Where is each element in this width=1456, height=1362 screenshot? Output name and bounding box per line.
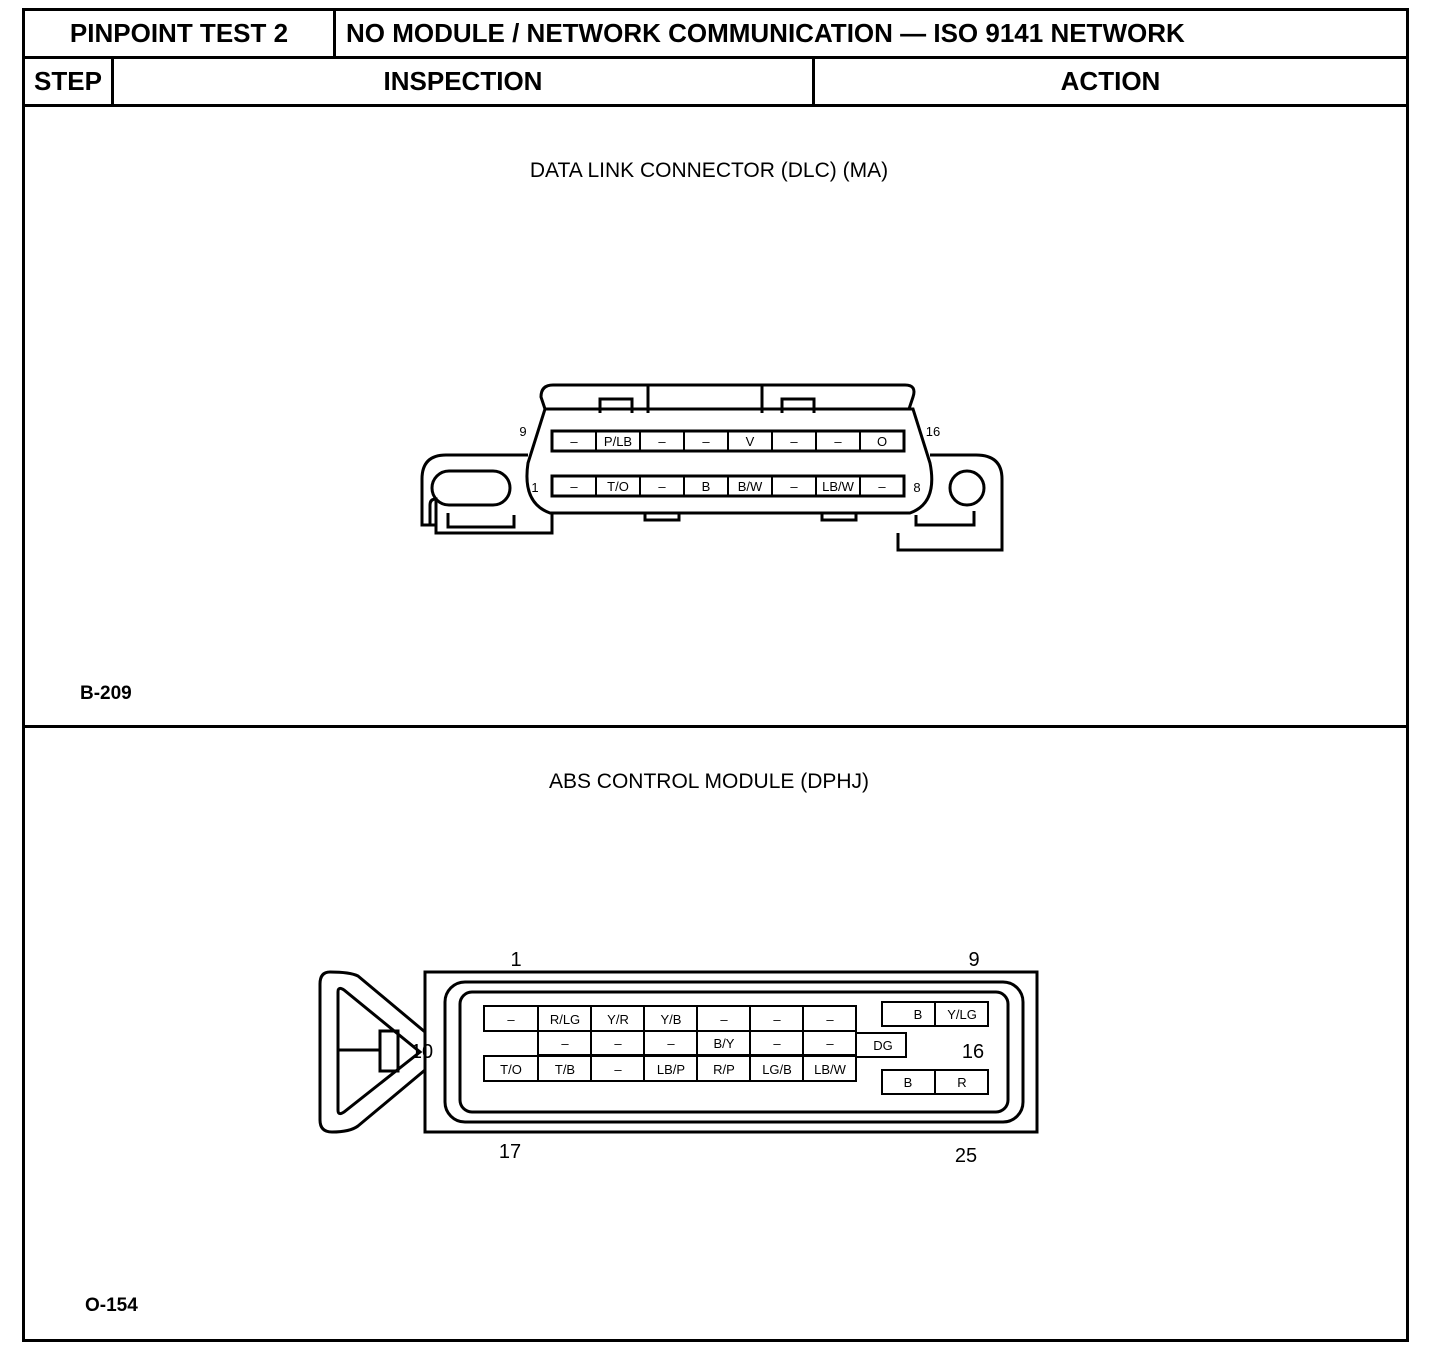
abs-pin-1: 1 bbox=[510, 949, 522, 971]
abs-pin-25: 25 bbox=[954, 1145, 978, 1167]
abs-pin-row2: B/Y bbox=[713, 1036, 735, 1051]
dlc-caption: DATA LINK CONNECTOR (DLC) (MA) bbox=[529, 159, 889, 182]
abs-pin-10: 10 bbox=[410, 1041, 434, 1063]
dlc-pin-bottom: B bbox=[701, 479, 711, 494]
abs-figure-code: O-154 bbox=[85, 1295, 138, 1316]
abs-pin-row3: T/B bbox=[554, 1062, 576, 1077]
abs-pin-row1: – bbox=[773, 1012, 781, 1027]
dlc-pin-bottom: LB/W bbox=[822, 479, 854, 494]
abs-pin-row2: – bbox=[561, 1036, 569, 1051]
pinpoint-test-label: PINPOINT TEST 2 bbox=[69, 18, 289, 48]
dlc-pin-9: 9 bbox=[519, 424, 527, 439]
abs-pin-9: 9 bbox=[968, 949, 980, 971]
dlc-pin-bottom: T/O bbox=[607, 479, 629, 494]
abs-pin-row1-right: Y/LG bbox=[947, 1007, 977, 1022]
dlc-pin-top: – bbox=[834, 434, 842, 449]
abs-pin-row3: R/P bbox=[713, 1062, 735, 1077]
dlc-figure-code: B-209 bbox=[80, 683, 132, 704]
dlc-pin-top: O bbox=[876, 434, 888, 449]
header-col-divider bbox=[333, 8, 336, 58]
abs-module-connector-diagram bbox=[310, 940, 1050, 1175]
dlc-pin-bottom: B/W bbox=[737, 479, 763, 494]
dlc-pin-bottom: – bbox=[878, 479, 886, 494]
abs-pin-17: 17 bbox=[498, 1141, 522, 1163]
abs-pin-row3-right: R bbox=[957, 1075, 967, 1090]
dlc-pin-top: – bbox=[658, 434, 666, 449]
abs-pin-row1: Y/R bbox=[607, 1012, 629, 1027]
abs-pin-16: 16 bbox=[961, 1041, 985, 1063]
dlc-pin-bottom: – bbox=[658, 479, 666, 494]
dlc-pin-bottom: – bbox=[790, 479, 798, 494]
abs-pin-row1: – bbox=[720, 1012, 728, 1027]
abs-pin-row2: – bbox=[667, 1036, 675, 1051]
abs-pin-row1: R/LG bbox=[549, 1012, 581, 1027]
dlc-pin-top: – bbox=[702, 434, 710, 449]
abs-pin-row1-right: B bbox=[913, 1007, 923, 1022]
abs-pin-row1: – bbox=[826, 1012, 834, 1027]
dlc-connector-diagram bbox=[410, 375, 1020, 560]
abs-pin-row3: LB/P bbox=[656, 1062, 686, 1077]
abs-caption: ABS CONTROL MODULE (DPHJ) bbox=[548, 770, 870, 793]
dlc-pin-1: 1 bbox=[531, 480, 539, 495]
dlc-pin-top: – bbox=[570, 434, 578, 449]
abs-pin-row2: – bbox=[773, 1036, 781, 1051]
dlc-pin-top: – bbox=[790, 434, 798, 449]
dlc-pin-16: 16 bbox=[925, 424, 941, 439]
dlc-pin-bottom: – bbox=[570, 479, 578, 494]
dlc-pin-top: V bbox=[745, 434, 755, 449]
column-header-inspection: INSPECTION bbox=[383, 66, 543, 96]
header-divider-2 bbox=[22, 104, 1409, 107]
abs-pin-row2-right: DG bbox=[873, 1038, 893, 1053]
abs-pin-row3: T/O bbox=[500, 1062, 522, 1077]
abs-pin-row3: – bbox=[614, 1062, 622, 1077]
section-divider bbox=[22, 725, 1409, 728]
page-title: NO MODULE / NETWORK COMMUNICATION — ISO 9141 NETWORK bbox=[346, 18, 1185, 48]
column-header-action: ACTION bbox=[1060, 66, 1161, 96]
abs-pin-row2: – bbox=[826, 1036, 834, 1051]
abs-pin-row3: LG/B bbox=[762, 1062, 792, 1077]
abs-pin-row1: Y/B bbox=[660, 1012, 682, 1027]
abs-pin-row3-right: B bbox=[903, 1075, 913, 1090]
abs-pin-row1: – bbox=[507, 1012, 515, 1027]
abs-pin-row3: LB/W bbox=[814, 1062, 846, 1077]
dlc-pin-top: P/LB bbox=[603, 434, 633, 449]
abs-pin-row2: – bbox=[614, 1036, 622, 1051]
dlc-pin-8: 8 bbox=[913, 480, 921, 495]
column-header-step: STEP bbox=[34, 66, 102, 96]
